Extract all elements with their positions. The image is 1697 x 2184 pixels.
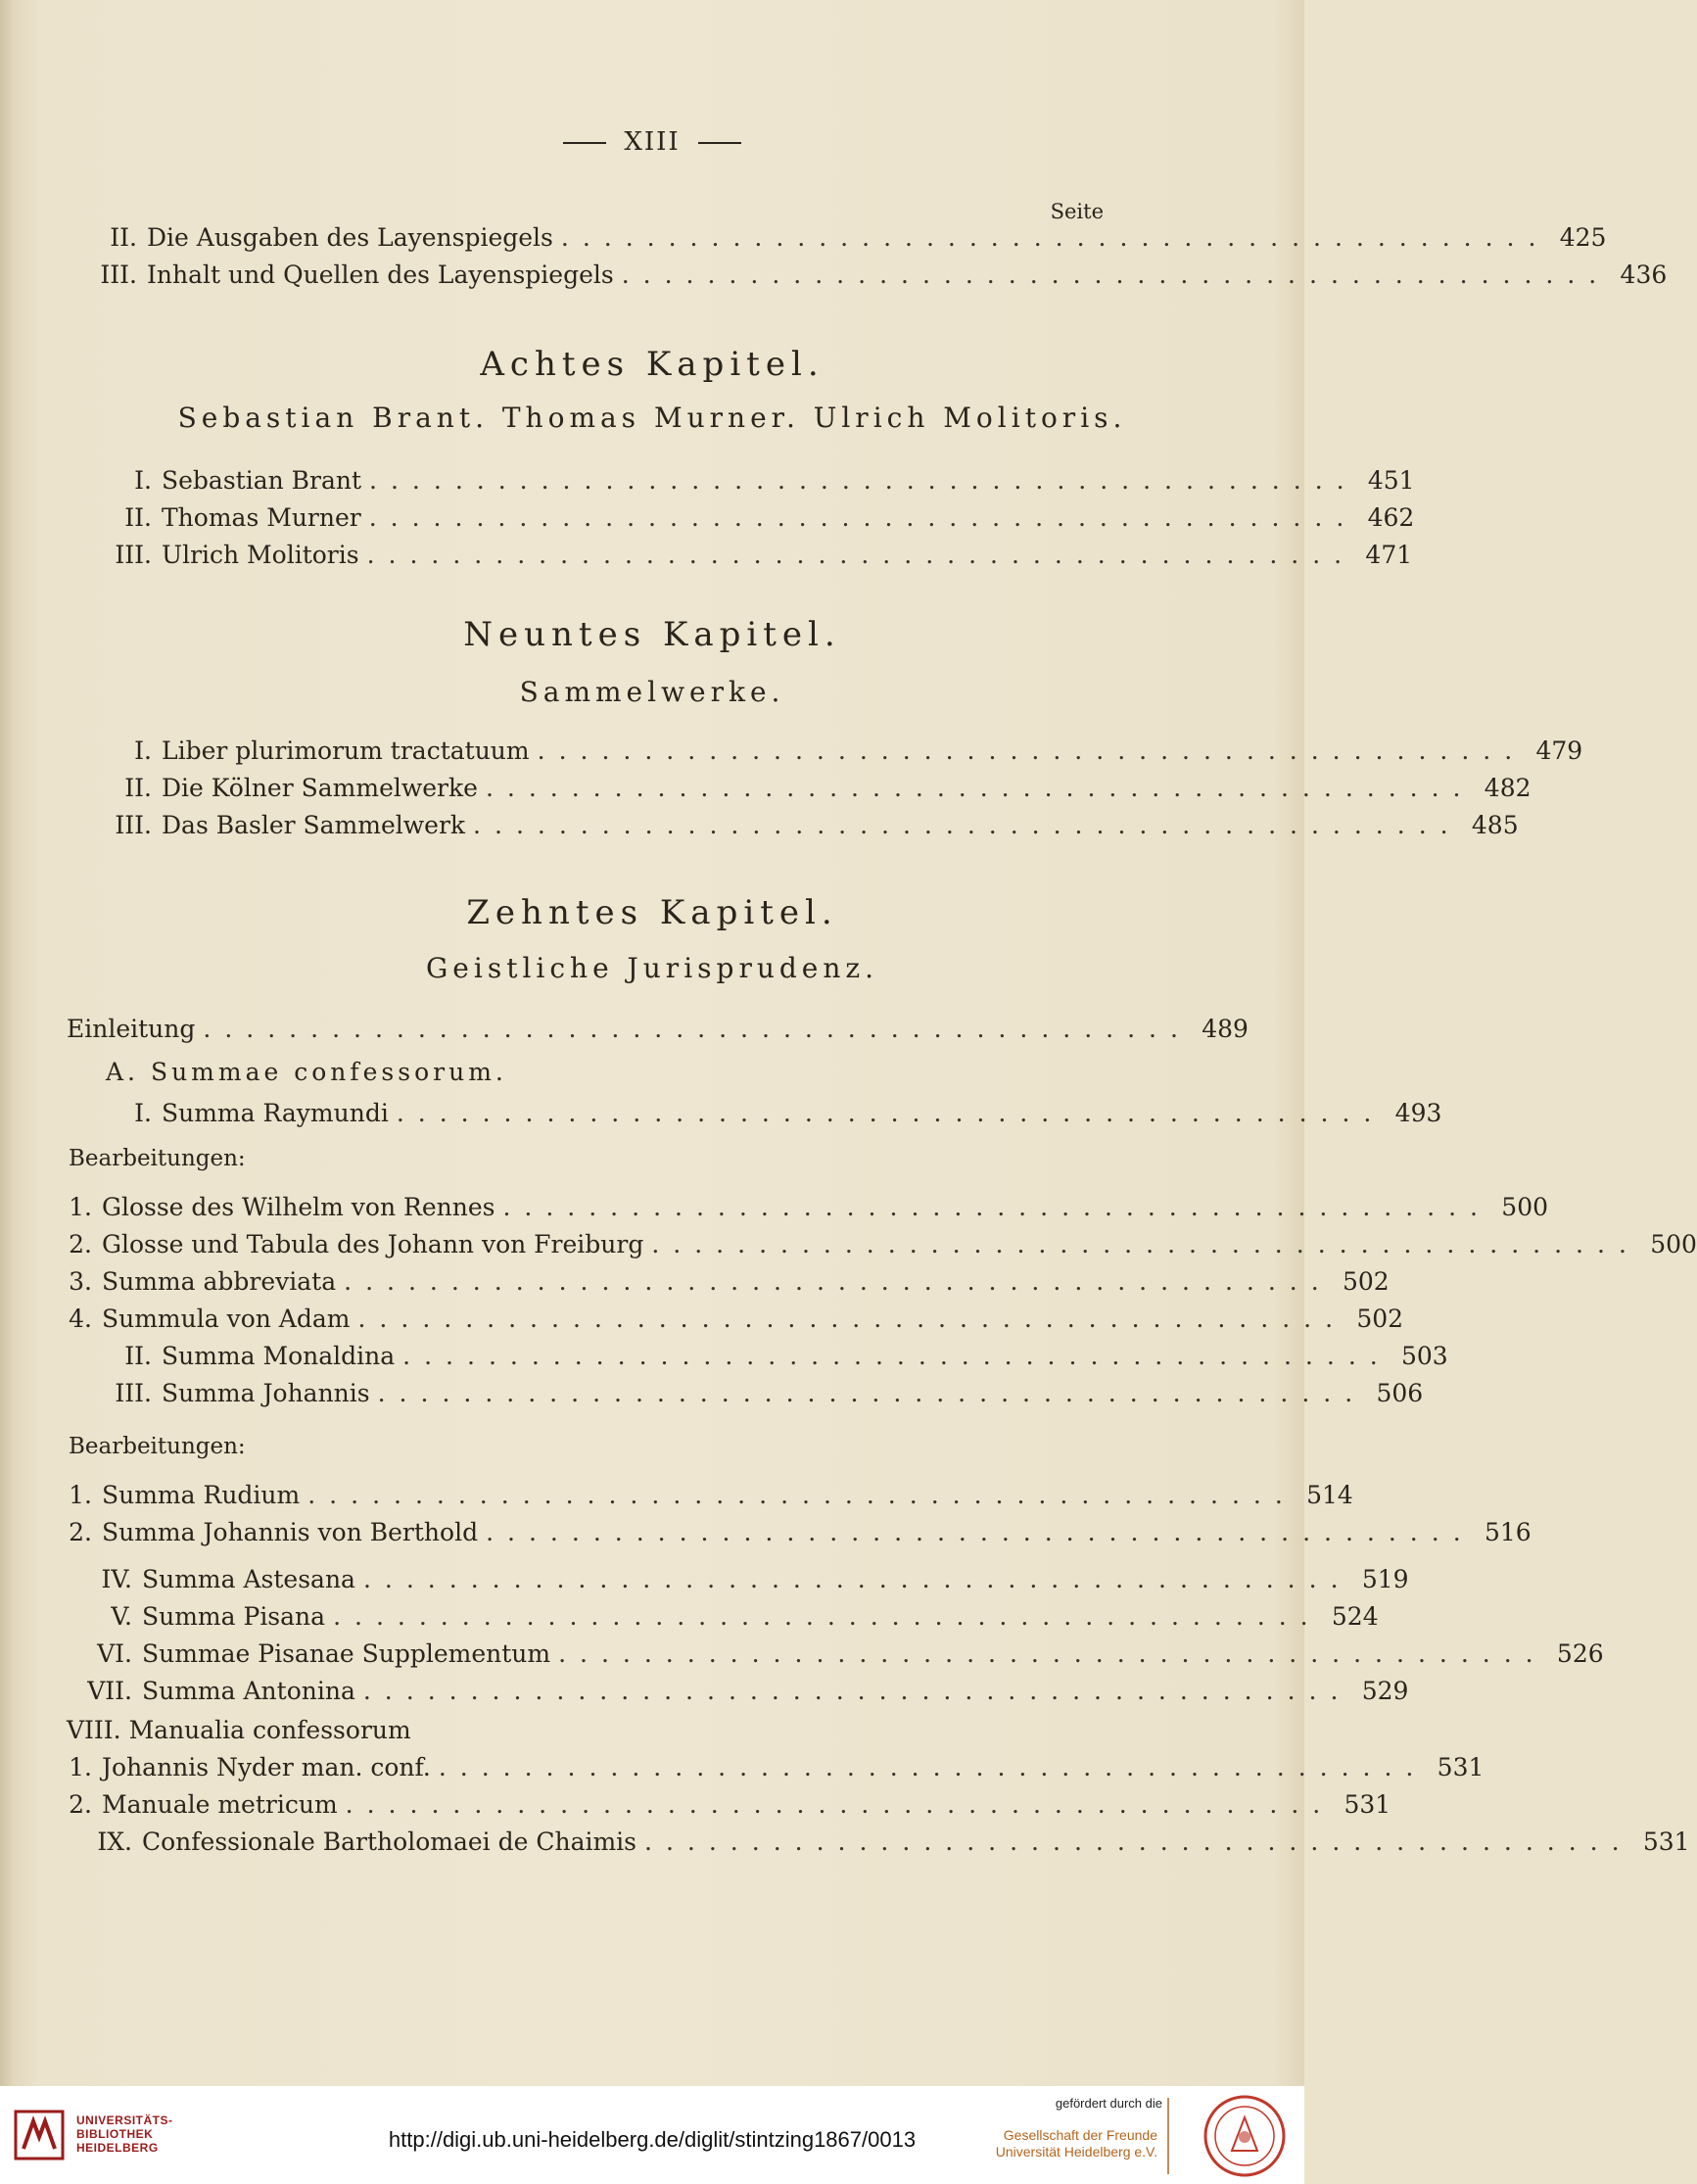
toc-entry: II. Summa Monaldina .............................................. 503 [124,1342,1448,1370]
toc-entry: VII. Summa Antonina .............................................. 529 [87,1677,1409,1705]
toc-entry: 1. Glosse des Wilhelm von Rennes .............................................. 500 [69,1193,1549,1221]
toc-entry: I. Sebastian Brant .............................................. 451 [134,466,1415,495]
chapter-heading: Achtes Kapitel. [480,345,825,384]
toc-entry: 2. Manuale metricum .............................................. 531 [69,1790,1391,1819]
chapter-heading: Zehntes Kapitel. [466,893,838,932]
toc-entry: 2. Glosse und Tabula des Johann von Freiburg .............................................. 500 [69,1230,1697,1258]
footer-bar [0,2086,1304,2184]
chapter-subtitle: Sebastian Brant. Thomas Murner. Ulrich Molitoris. [177,402,1127,434]
document-url-link[interactable]: http://digi.ub.uni-heidelberg.de/diglit/stintzing1867/0013 [388,2127,917,2152]
toc-entry: III. Ulrich Molitoris .............................................. 471 [115,541,1413,569]
university-seal-icon [1202,2094,1287,2178]
toc-entry: III. Summa Johannis .............................................. 506 [115,1379,1424,1407]
toc-entry: Einleitung .............................................. 489 [67,1015,1249,1043]
toc-entry: 1. Johannis Nyder man. conf. .............................................. 531 [69,1753,1485,1781]
toc-entry: IX. Confessionale Bartholomaei de Chaimis .............................................. 531 [97,1828,1690,1856]
toc-entry: IV. Summa Astesana .............................................. 519 [101,1565,1409,1593]
toc-entry: V. Summa Pisana .............................................. 524 [111,1602,1379,1631]
chapter-subtitle: Geistliche Jurisprudenz. [425,952,879,984]
toc-entry: I. Liber plurimorum tractatuum .............................................. 479 [134,736,1583,765]
university-library-name: UNIVERSITÄTS- BIBLIOTHEK HEIDELBERG [76,2113,173,2155]
toc-entry: VI. Summae Pisanae Supplementum .............................................. 526 [97,1639,1604,1668]
toc-entry: II. Thomas Murner .............................................. 462 [124,503,1415,532]
toc-entry: II. Die Kölner Sammelwerke .............................................. 482 [124,774,1532,802]
bearbeitungen-label: Bearbeitungen: [69,1434,246,1459]
chapter-subtitle: Sammelwerke. [519,676,785,708]
footer-divider [1167,2098,1169,2174]
support-note: gefördert durch die [1055,2096,1162,2111]
toc-entry: III. Inhalt und Quellen des Layenspiegels .............................................. 436 [100,261,1668,289]
bearbeitungen-label: Bearbeitungen: [69,1146,246,1171]
section-heading: A. Summae confessorum. [106,1058,507,1086]
toc-entry: 4. Summula von Adam .............................................. 502 [69,1305,1404,1333]
toc-entry: I. Summa Raymundi .............................................. 493 [134,1099,1442,1127]
seite-label: Seite [1050,200,1104,223]
toc-entry: 2. Summa Johannis von Berthold .............................................. 516 [69,1518,1532,1546]
chapter-heading: Neuntes Kapitel. [463,615,841,654]
page-number: XIII [0,127,1304,157]
toc-entry: II. Die Ausgaben des Layenspiegels .............................................. 425 [110,223,1607,252]
toc-entry: 3. Summa abbreviata .............................................. 502 [69,1267,1390,1296]
society-name: Gesellschaft der Freunde Universität Heidelberg e.V. [995,2127,1157,2160]
toc-entry: 1. Summa Rudium .............................................. 514 [69,1481,1353,1509]
toc-entry: III. Das Basler Sammelwerk .............................................. 485 [115,811,1519,839]
section-heading: VIII. Manualia confessorum [67,1716,411,1744]
